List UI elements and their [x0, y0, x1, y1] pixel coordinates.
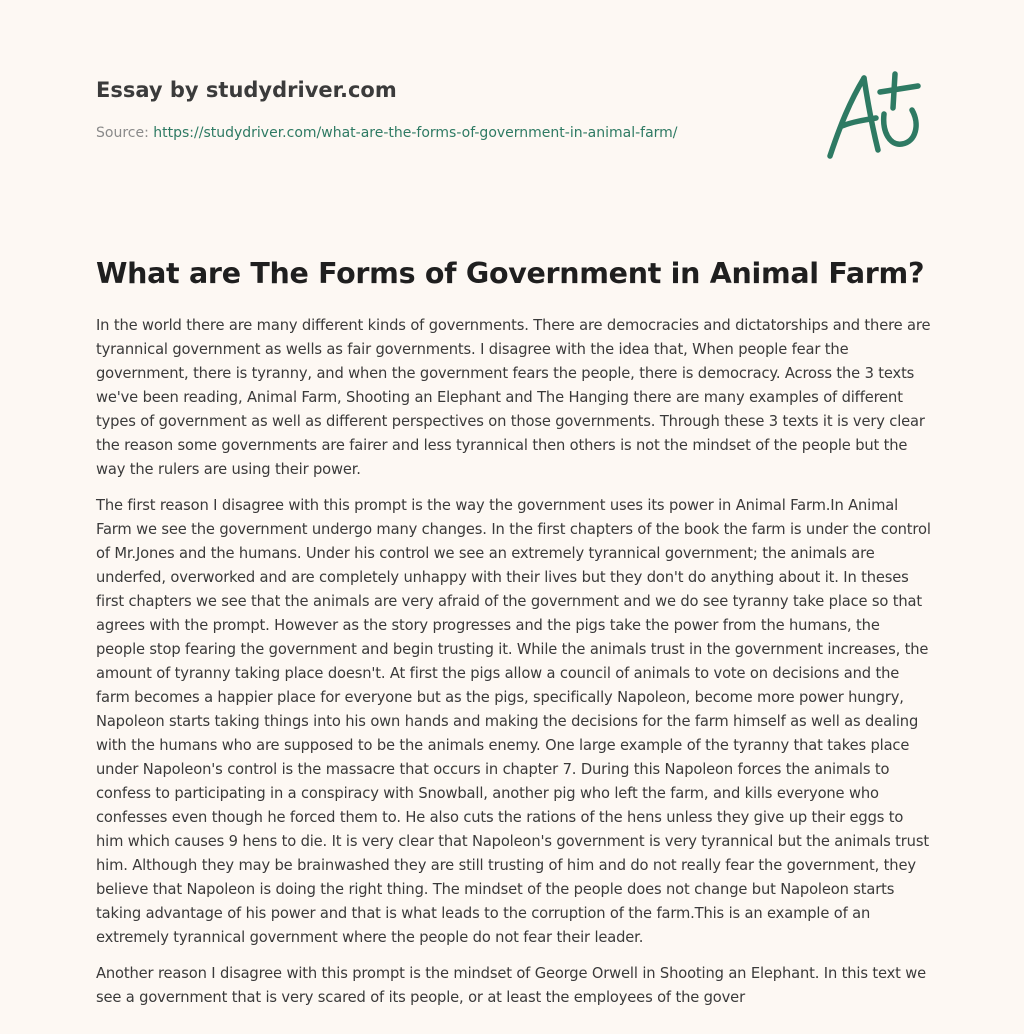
essay-body — [96, 314, 932, 1022]
source-label: Source: — [96, 125, 149, 141]
essay-title: What are The Forms of Government in Animal Farm? — [96, 257, 925, 290]
a-plus-logo — [820, 66, 930, 166]
site-title: Essay by studydriver.com — [96, 78, 397, 102]
essay-paragraph: The first reason I disagree with this prompt is the way the government uses its power in Animal Farm.In Animal Farm we see the government undergo many changes. In the first chapters of the book the farm is under the control of Mr.Jones and the humans. Under his control we see an extremely tyrannical government; the animals are underfed, overworked and are completely unhappy with their lives but they don't do anything about it. In theses first chapters we see that the animals are very afraid of the government and we do see tyranny take place so that agrees with the prompt. However as the story progresses and the pigs take the power from the humans, the people stop fearing the government and begin trusting it. While the animals trust in the government increases, the amount of tyranny taking place doesn't. At first the pigs allow a council of animals to vote on decisions and the farm becomes a happier place for everyone but as the pigs, specifically Napoleon, become more power hungry, Napoleon starts taking things into his own hands and making the decisions for the farm himself as well as dealing with the humans who are supposed to be the animals enemy. One large example of the tyranny that takes place under Napoleon's control is the massacre that occurs in chapter 7. During this Napoleon forces the animals to confess to participating in a conspiracy with Snowball, another pig who left the farm, and kills everyone who confesses even though he forced them to. He also cuts the rations of the hens unless they give up their eggs to him which causes 9 hens to die. It is very clear that Napoleon's government is very tyrannical but the animals trust him. Although they may be brainwashed they are still trusting of him and do not really fear the government, they believe that Napoleon is doing the right thing. The mindset of the people does not change but Napoleon starts taking advantage of his power and that is what leads to the corruption of the farm.This is an example of an extremely tyrannical government where the people do not fear their leader. — [96, 497, 931, 946]
essay-paragraph: Another reason I disagree with this prompt is the mindset of George Orwell in Shooting an Elephant. In this text we see a government that is very scared of its people, or at least the employees of the gover — [96, 965, 927, 1006]
page-header — [96, 76, 796, 142]
a-plus-logo-icon — [820, 66, 930, 166]
source-link[interactable]: https://studydriver.com/what-are-the-forms-of-government-in-animal-farm/ — [153, 125, 678, 141]
essay-paragraph: In the world there are many different kinds of governments. There are democracies and dictatorships and there are tyrannical government as wells as fair governments. I disagree with the idea that, When people fear the government, there is tyranny, and when the government fears the people, there is democracy. Across the 3 texts we've been reading, Animal Farm, Shooting an Elephant and The Hanging there are many examples of different types of government as well as different perspectives on those governments. Through these 3 texts it is very clear the reason some governments are fairer and less tyrannical then others is not the mindset of the people but the way the rulers are using their power. — [96, 317, 931, 478]
source-line — [96, 124, 796, 142]
